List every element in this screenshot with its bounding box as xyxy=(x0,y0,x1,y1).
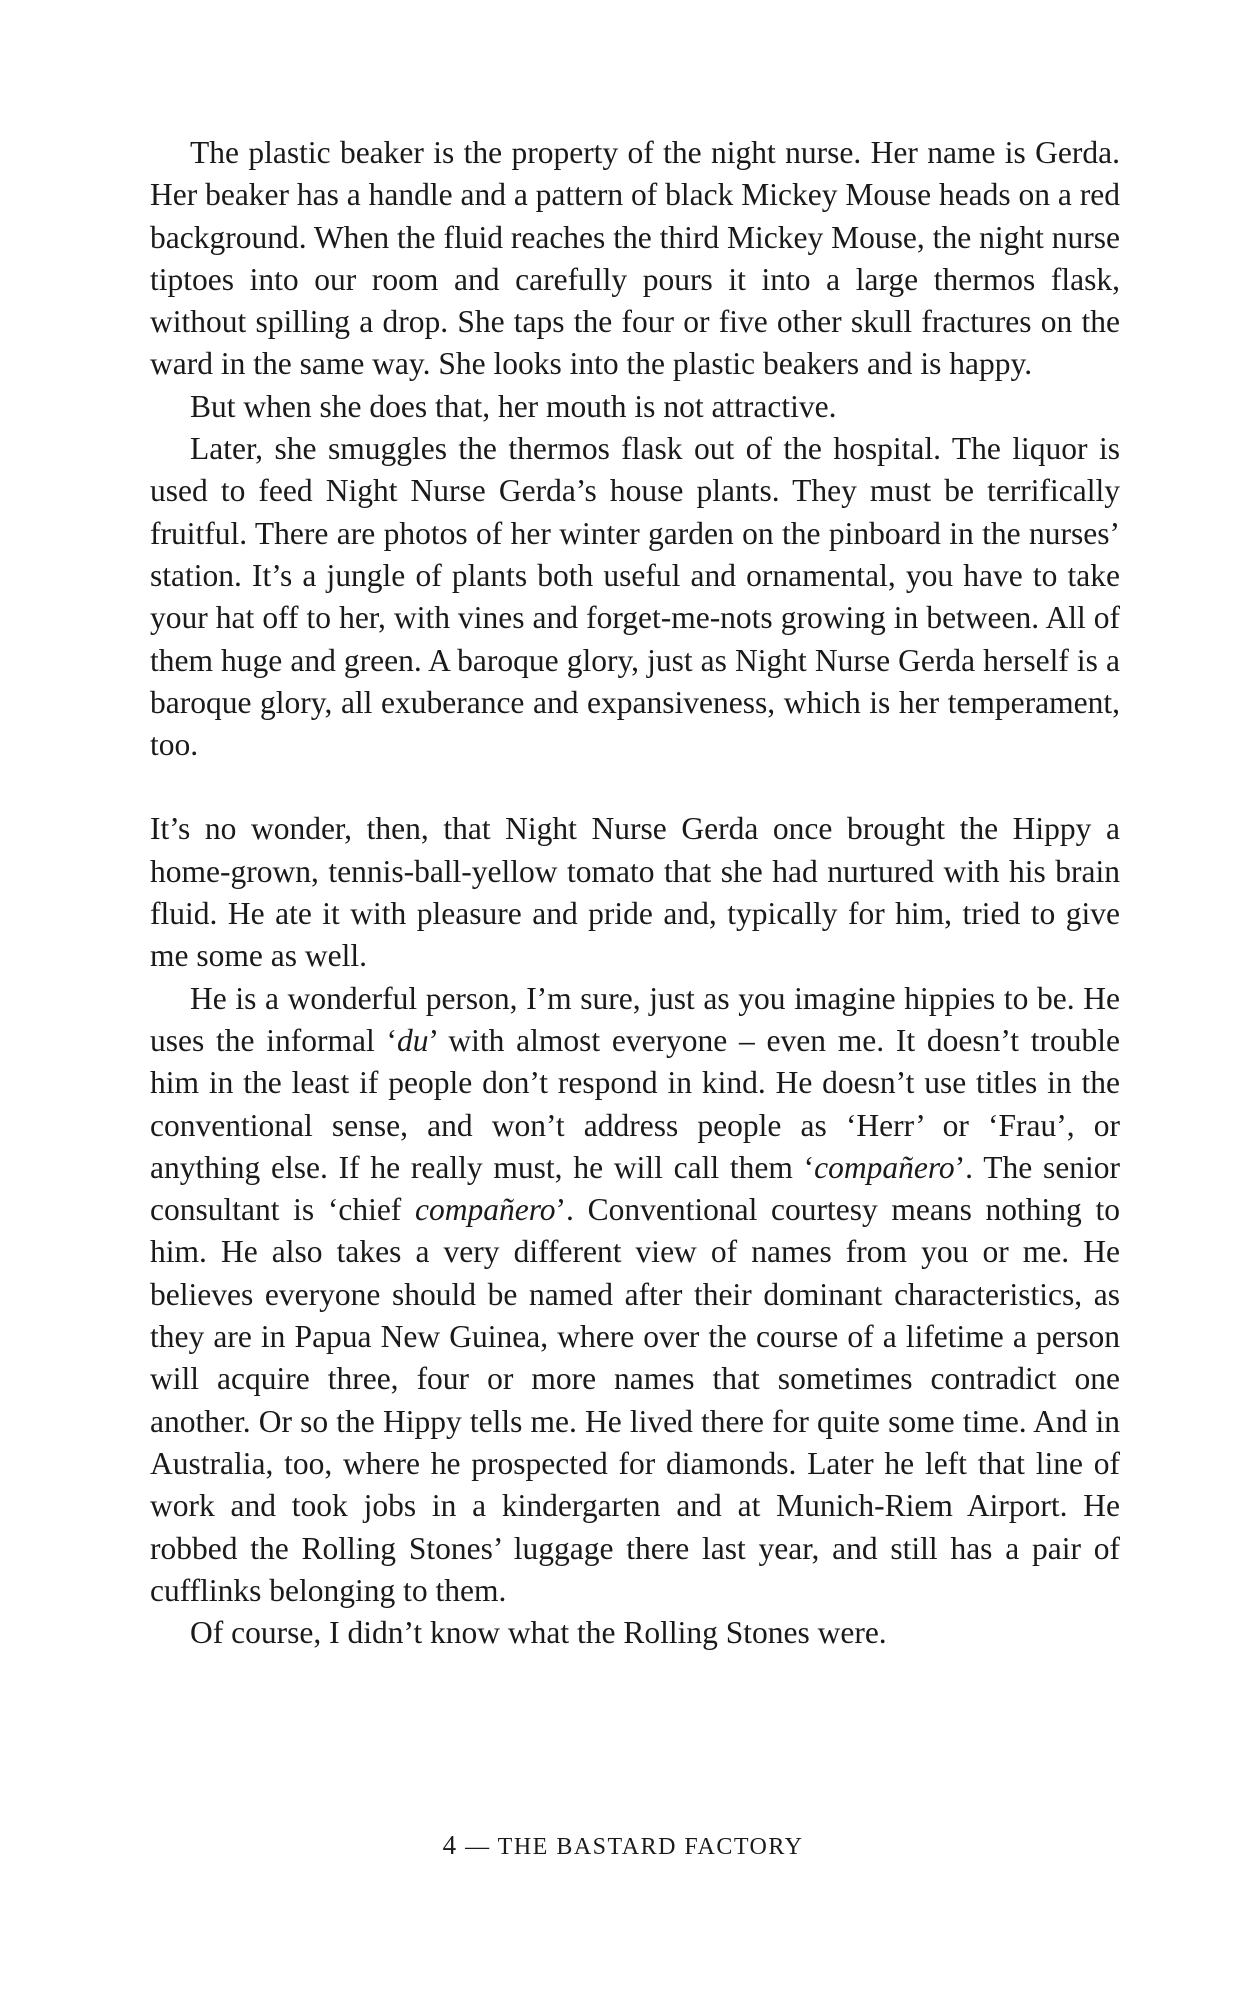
text-run: ’. Conventional courtesy means nothing to him. He also takes a very different view of names from you or me. He believes everyone should be named after their dominant characteristics, as they are in Papua New Guinea, where over the course of a lifetime a person will acquire three, four or more names that sometimes contradict one another. Or so the Hippy tells me. He lived there for quite some time. And in Australia, too, where he prospected for diamonds. Later he left that line of work and took jobs in a kindergarten and at Munich-Riem Airport. He robbed the Rolling Stones’ luggage there last year, and still has a pair of cufflinks belonging to them. xyxy=(150,1192,1120,1608)
paragraph xyxy=(150,808,1120,977)
text-run: Later, she smuggles the thermos flask out of the hospital. The liquor is used to feed Night Nurse Gerda’s house plants. They must be terrifically fruitful. There are photos of her winter garden on the pinboard in the nurses’ station. It’s a jungle of plants both useful and ornamental, you have to take your hat off to her, with vines and forget-me-nots growing in between. All of them huge and green. A baroque glory, just as Night Nurse Gerda herself is a baroque glory, all exuberance and expansiveness, which is her temperament, too. xyxy=(150,431,1120,763)
text-run: It’s no wonder, then, that Night Nurse Gerda once brought the Hippy a home-grown, tennis-ball-yellow tomato that she had nurtured with his brain fluid. He ate it with pleasure and pride and, typically for him, tried to give me some as well. xyxy=(150,811,1120,974)
text-run: He is a wonderful person, I’m sure, just as you imagine hippies to be. He uses the informal ‘ xyxy=(150,980,1120,1058)
page-number: 4 xyxy=(442,1830,458,1860)
page-footer xyxy=(0,1830,1246,1861)
text-run: The plastic beaker is the property of the night nurse. Her name is Gerda. Her beaker has a handle and a pattern of black Mickey Mouse heads on a red background. When the fluid reaches the third Mickey Mouse, the night nurse tiptoes into our room and carefully pours it into a large thermos flask, without spilling a drop. She taps the four or five other skull fractures on the ward in the same way. She looks into the plastic beakers and is happy. xyxy=(150,135,1120,382)
page-body xyxy=(150,132,1120,1654)
text-run: But when she does that, her mouth is not attractive. xyxy=(190,388,837,424)
italic-text: compañero xyxy=(414,1192,556,1228)
running-title: THE BASTARD FACTORY xyxy=(497,1834,804,1860)
paragraph xyxy=(150,132,1120,386)
paragraph xyxy=(150,978,1120,1612)
italic-text: du xyxy=(396,1022,429,1058)
paragraph xyxy=(150,1612,1120,1654)
text-run: ’ with almost everyone – even me. It doesn’t trouble him in the least if people don’t respond in kind. He doesn’t use titles in the conventional sense, and won’t address people as ‘Herr’ or ‘Frau’, or anything else. If he really must, he will call them ‘ xyxy=(150,1022,1121,1185)
text-run: Of course, I didn’t know what the Rolling Stones were. xyxy=(190,1615,887,1651)
italic-text: compañero xyxy=(814,1149,955,1185)
paragraph xyxy=(150,428,1120,766)
text-run: ’. The senior consultant is ‘chief xyxy=(150,1149,1120,1228)
footer-separator: — xyxy=(457,1834,498,1860)
paragraph xyxy=(150,386,1120,428)
